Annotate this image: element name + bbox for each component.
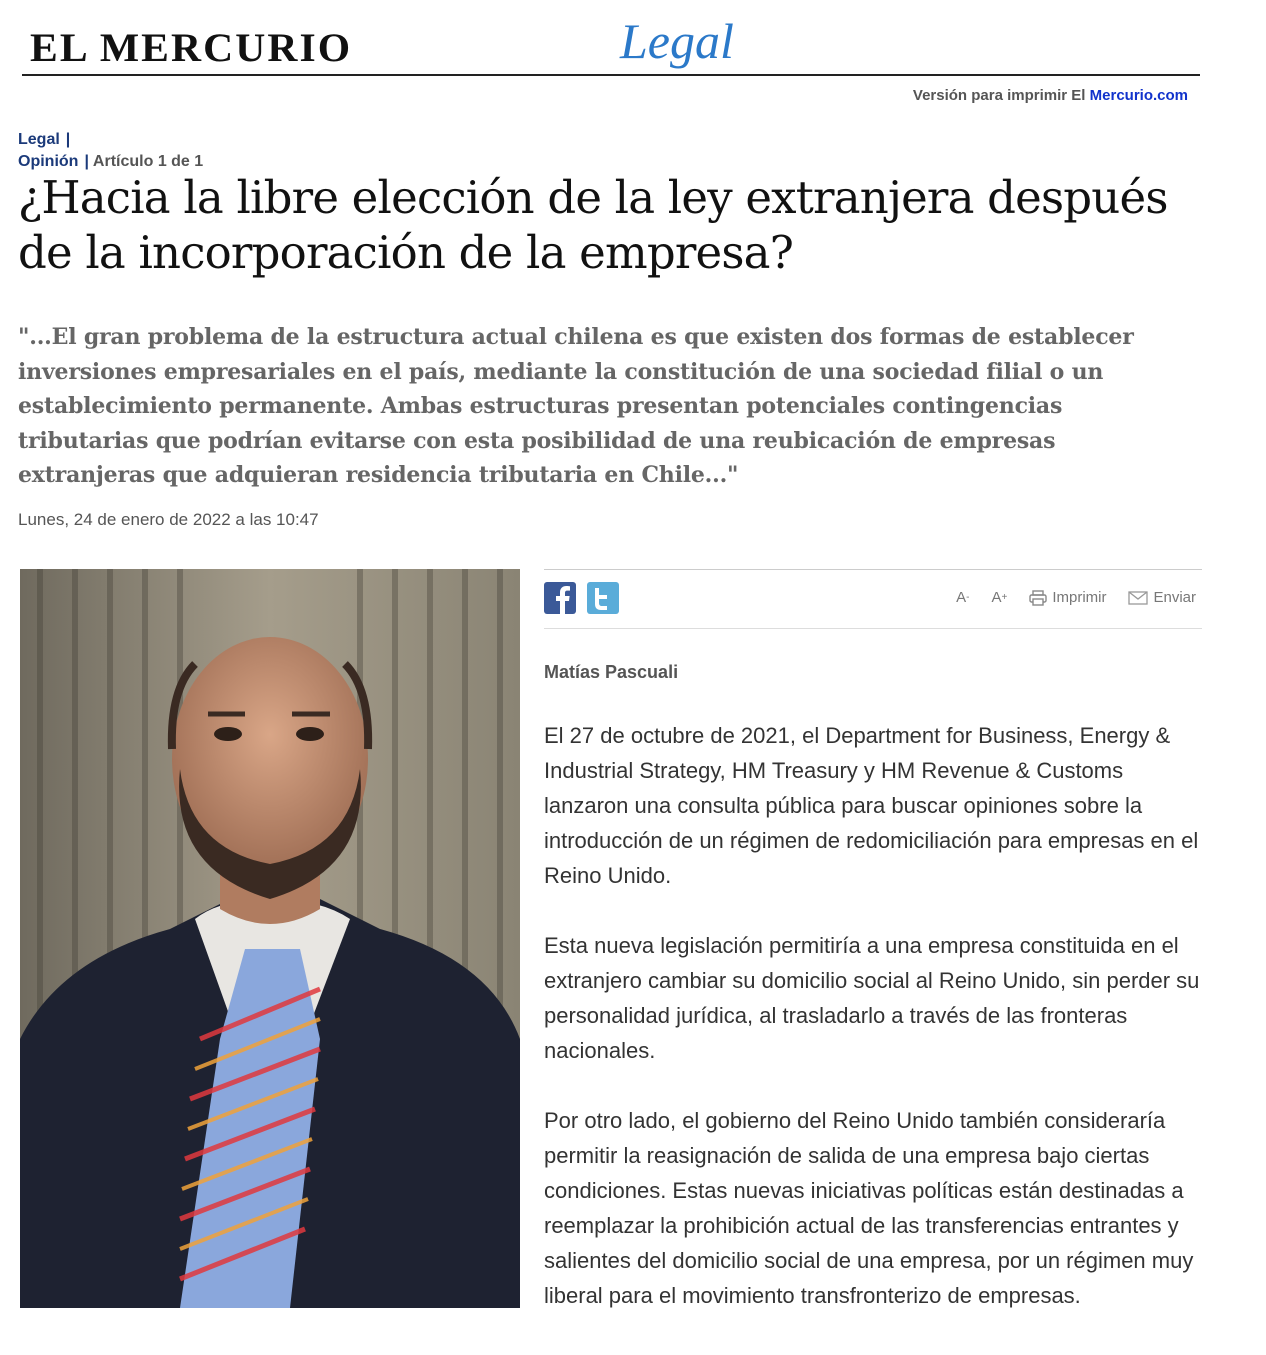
article-paragraph: Por otro lado, el gobierno del Reino Unido también consideraría permitir la reasignación de salida de una empresa bajo ciertas condiciones. Estas nuevas iniciativas políticas están destinadas a reemplazar la prohibición actual de las transferencias entrantes y salientes del domicilio social de una empresa, por un régimen muy liberal para el movimiento transfronterizo de empresas. xyxy=(544,1108,1194,1308)
article-body xyxy=(544,718,1204,1348)
plus-icon: + xyxy=(1001,592,1008,603)
article-counter: Artículo 1 de 1 xyxy=(92,153,204,170)
masthead xyxy=(22,10,1200,76)
article-tools xyxy=(934,589,1196,606)
site-link[interactable]: Mercurio.com xyxy=(1089,87,1188,104)
article-author: Matías Pascuali xyxy=(544,662,679,682)
printer-icon xyxy=(1029,590,1047,606)
minus-icon: - xyxy=(966,592,970,603)
newspaper-logo[interactable]: EL MERCURIO xyxy=(30,25,353,70)
article-paragraph: El 27 de octubre de 2021, el Department for Business, Energy & Industrial Strategy, HM Treasury y HM Revenue & Customs lanzaron una consulta pública para buscar opiniones sobre la introducción de un régimen de redomiciliación para empresas en el Reino Unido. xyxy=(544,723,1199,888)
twitter-share-button[interactable] xyxy=(587,582,619,614)
font-decrease-label: A xyxy=(956,589,967,606)
font-increase-button[interactable] xyxy=(991,589,1007,606)
print-version-label: Versión para imprimir El xyxy=(912,87,1090,104)
facebook-icon xyxy=(544,582,576,614)
font-increase-label: A xyxy=(991,589,1002,606)
print-button[interactable] xyxy=(1029,589,1106,606)
print-version-note xyxy=(913,87,1188,104)
author-photo xyxy=(20,569,520,1308)
breadcrumb-legal[interactable]: Legal xyxy=(18,131,60,148)
breadcrumb-separator: | xyxy=(65,131,71,148)
send-button[interactable] xyxy=(1128,589,1196,606)
section-title[interactable]: Legal xyxy=(620,13,734,69)
article-lede: "...El gran problema de la estructura actual chilena es que existen dos formas de establecer inversiones empresariales en el país, mediante la constitución de una sociedad filial o un establecimiento permanente. Ambas estructuras presentan potenciales contingencias tributarias que podrían evitarse con esta posibilidad de una reubicación de empresas extranjeras que adquieran residencia tributaria en Chile..." xyxy=(18,324,1134,488)
article-title: ¿Hacia la libre elección de la ley extranjera después de la incorporación de la empresa? xyxy=(18,171,1168,279)
twitter-icon xyxy=(587,582,619,614)
breadcrumb-separator: | xyxy=(84,153,89,170)
facebook-share-button[interactable] xyxy=(544,582,576,614)
send-label: Enviar xyxy=(1153,589,1196,606)
breadcrumb-opinion[interactable]: Opinión xyxy=(18,153,79,170)
font-decrease-button[interactable] xyxy=(956,589,969,606)
article-paragraph: Esta nueva legislación permitiría a una empresa constituida en el extranjero cambiar su domicilio social al Reino Unido, sin perder su personalidad jurídica, al trasladarlo a través de las fronteras nacionales. xyxy=(544,933,1200,1063)
article-date: Lunes, 24 de enero de 2022 a las 10:47 xyxy=(18,510,319,529)
breadcrumb xyxy=(18,129,203,173)
envelope-icon xyxy=(1128,591,1148,605)
print-label: Imprimir xyxy=(1052,589,1107,606)
share-toolbar xyxy=(544,569,1202,629)
